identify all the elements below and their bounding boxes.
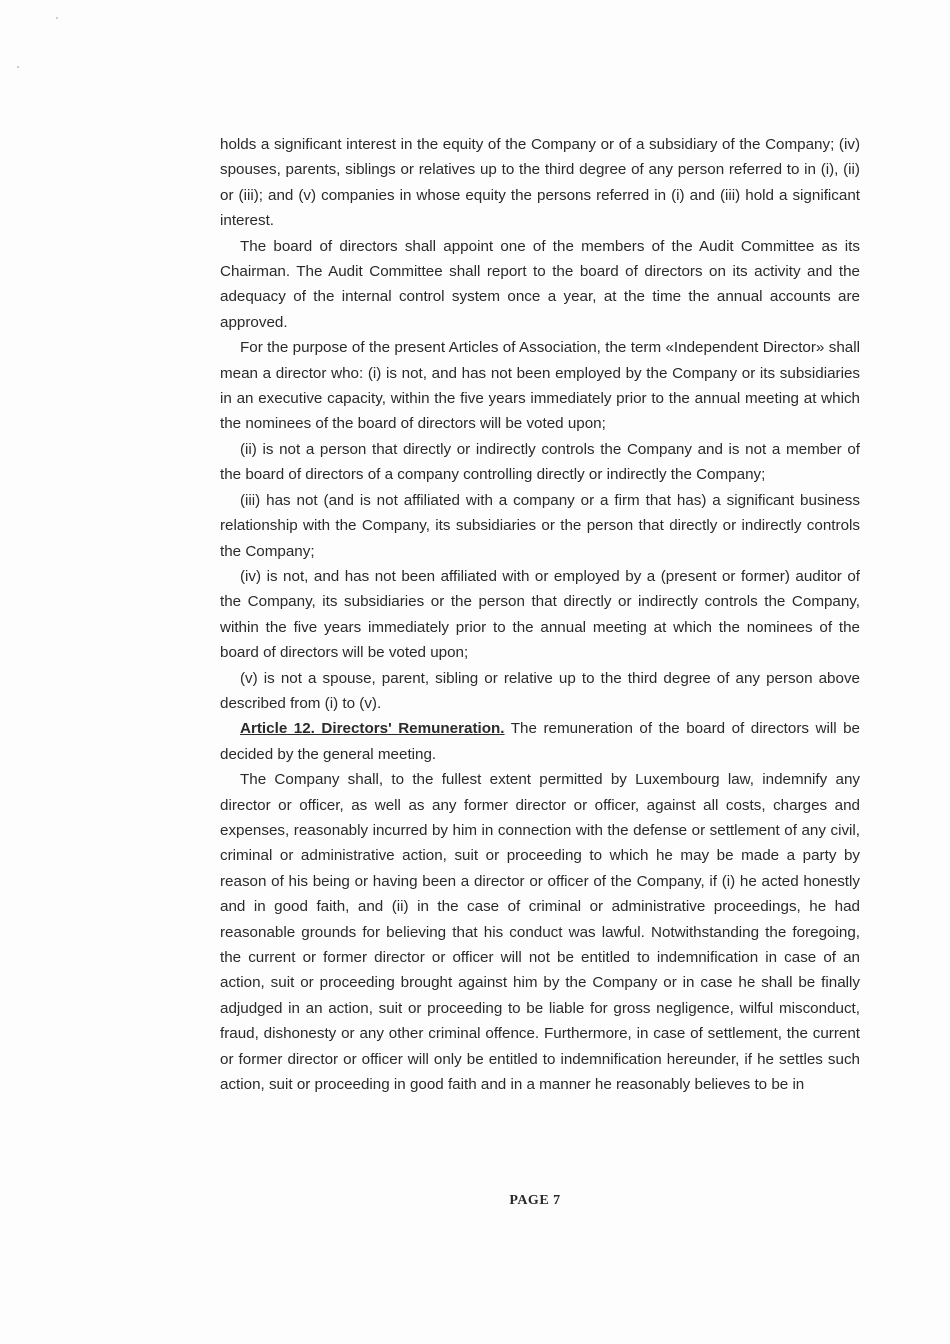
paragraph-audit-committee: The board of directors shall appoint one of the members of the Audit Committee as its Chairman. The Audit Committee shall report to the board of directors on its activity and the adequacy of the internal control system once a year, at the time the annual accounts are approved. — [220, 237, 860, 331]
article-12-heading: Article 12. Directors' Remuneration. — [240, 720, 505, 738]
clause-v: (v) is not a spouse, parent, sibling or relative up to the third degree of any person above described from (i) to (v). — [220, 669, 860, 712]
page-number: PAGE 7 — [509, 1193, 561, 1208]
scan-speck — [17, 66, 19, 68]
article-12-paragraph — [220, 716, 860, 767]
clause-iii: (iii) has not (and is not affiliated with a company or a firm that has) a significant business relationship with the Company, its subsidiaries or the person that directly or indirectly controls the Company; — [220, 491, 860, 560]
paragraph-indemnification: The Company shall, to the fullest extent permitted by Luxembourg law, indemnify any director or officer, as well as any former director or officer, against all costs, charges and expenses, reasonably incurred by him in connection with the defense or settlement of any civil, criminal or administrative action, suit or proceeding to which he may be made a party by reason of his being or having been a director or officer of the Company, if (i) he acted honestly and in good faith, and (ii) in the case of criminal or administrative proceedings, he had reasonable grounds for believing that his conduct was lawful. Notwithstanding the foregoing, the current or former director or officer will not be entitled to indemnification in case of an action, suit or proceeding brought against him by the Company or in case he shall be finally adjudged in an action, suit or proceeding to be liable for gross negligence, wilful misconduct, fraud, dishonesty or any other criminal offence. Furthermore, in case of settlement, the current or former director or officer will only be entitled to indemnification hereunder, if he settles such action, suit or proceeding in good faith and in a manner he reasonably believes to be in — [220, 771, 860, 1094]
paragraph-continuation: holds a significant interest in the equity of the Company or of a subsidiary of the Company; (iv) spouses, parents, siblings or relatives up to the third degree of any person referred to in (i), (ii) or (iii); and (v) companies in whose equity the persons referred in (i) and (iii) hold a significant interest. — [220, 136, 860, 230]
paragraph-independent-director: For the purpose of the present Articles of Association, the term «Independent Director» shall mean a director who: (i) is not, and has not been employed by the Company or its subsidiaries in an executive capacity, within the five years immediately prior to the annual meeting at which the nominees of the board of directors will be voted upon; — [220, 339, 860, 433]
clause-iv: (iv) is not, and has not been affiliated with or employed by a (present or former) auditor of the Company, its subsidiaries or the person that directly or indirectly controls the Company, within the five years immediately prior to the annual meeting at which the nominees of the board of directors will be voted upon; — [220, 567, 860, 662]
article-12-text: The remuneration of the board of directors will be decided by the general meeting. — [220, 720, 860, 763]
clause-ii: (ii) is not a person that directly or indirectly controls the Company and is not a member of the board of directors of a company controlling directly or indirectly the Company; — [220, 440, 860, 484]
document-body — [220, 132, 860, 1097]
scan-speck — [56, 17, 58, 19]
